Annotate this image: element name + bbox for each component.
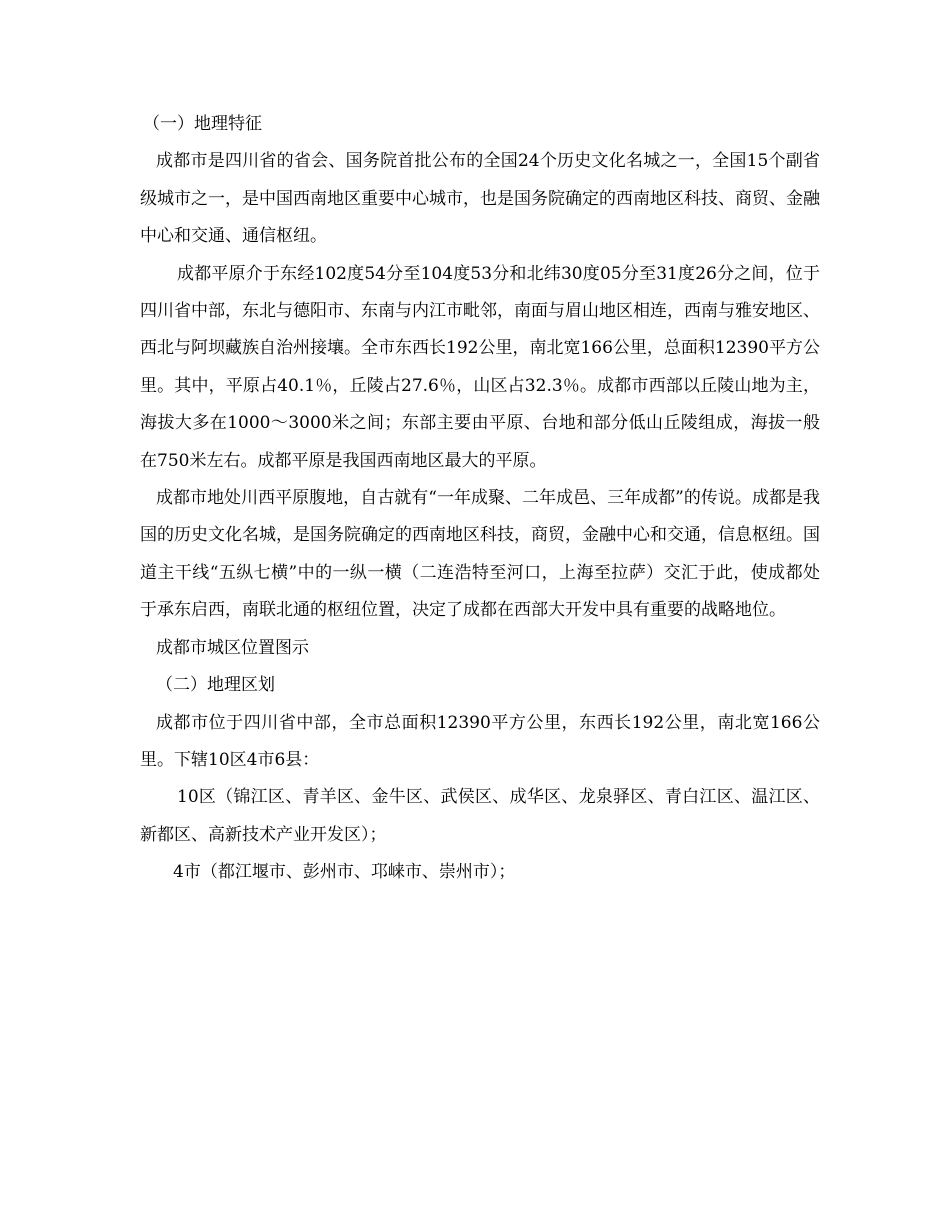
paragraph-cities-list: 4市（都江堰市、彭州市、邛崃市、崇州市）； (173, 862, 516, 883)
paragraph-plain-location: 成都平原介于东经102度54分至104度53分和北纬30度05分至31度26分之间，位于四川省中部，东北与德阳市、东南与内江市毗邻，南面与眉山地区相连，西南与雅安地区、西北与阿坝藏族自治州接壤。全市东西长192公里，南北宽166公里，总面积12390平方公里。其中，平原占40.1％，丘陵占27.6％，山区占32.3％。成都市西部以丘陵山地为主，海拔大多在1000～3000米之间；东部主要由平原、台地和部分低山丘陵组成，海拔一般在750米左右。成都平原是我国西南地区最大的平原。 (140, 263, 820, 471)
paragraph-map-caption: 成都市城区位置图示 (156, 637, 309, 658)
paragraph-city-overview: 成都市是四川省的省会、国务院首批公布的全国24个历史文化名城之一，全国15个副省级城市之一，是中国西南地区重要中心城市，也是国务院确定的西南地区科技、商贸、金融中心和交通、通信枢纽。 (140, 151, 820, 247)
document-body (140, 106, 820, 892)
paragraph-division-overview: 成都市位于四川省中部，全市总面积12390平方公里，东西长192公里，南北宽166公里。下辖10区4市6县： (140, 712, 820, 770)
paragraph-history-hub: 成都市地处川西平原腹地，自古就有“一年成聚、二年成邑、三年成都”的传说。成都是我国的历史文化名城，是国务院确定的西南地区科技，商贸，金融中心和交通，信息枢纽。国道主干线“五纵七横”中的一纵一横（二连浩特至河口，上海至拉萨）交汇于此，使成都处于承东启西，南联北通的枢纽位置，决定了成都在西部大开发中具有重要的战略地位。 (140, 488, 820, 621)
section-heading-geographic-division: （二）地理区划 (156, 675, 275, 696)
paragraph-districts-list: 10区（锦江区、青羊区、金牛区、武侯区、成华区、龙泉驿区、青白江区、温江区、新都区、高新技术产业开发区）； (140, 787, 820, 845)
section-heading-geographic-features: （一）地理特征 (143, 114, 262, 134)
